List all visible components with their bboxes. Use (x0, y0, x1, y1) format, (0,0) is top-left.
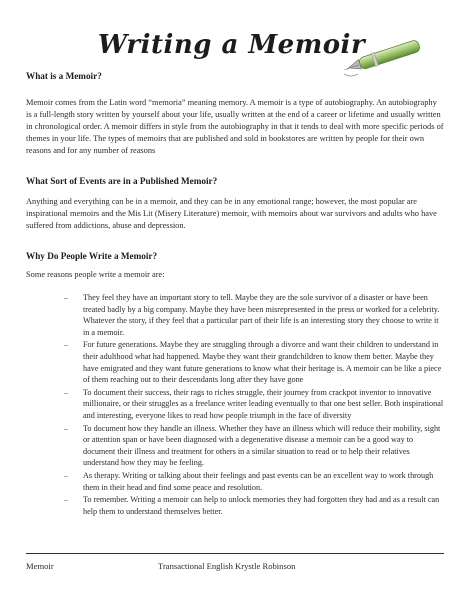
bullet-icon: – (64, 387, 68, 397)
section-text-why: Some reasons people write a memoir are: (26, 270, 165, 279)
list-item (26, 387, 446, 422)
reason-text: For future generations. Maybe they are struggling through a divorce and want their children to understand in their adulthood what had happened. Maybe they want their grandchildren to know them better. Maybe they have emigrated and they want future generations to know what their heritage is. A memoir can be like a piece of them reaching out to their descendants long after they have gone (83, 340, 442, 385)
section-text-events: Anything and everything can be in a memoir, and they can be in any emotional range; however, the most popular are inspirational memoirs and the Mis Lit (Misery Literature) memoir, with memoirs about war survivors and adults who have suffered from addictions, abuse and depression. (26, 197, 437, 230)
section-heading-why: Why Do People Write a Memoir? (26, 251, 158, 261)
page-title: Writing a Memoir (97, 30, 366, 60)
bullet-icon: – (64, 293, 68, 302)
section-heading-events: What Sort of Events are in a Published Memoir? (26, 176, 218, 186)
footer-label: Memoir (26, 561, 54, 571)
reasons-list (26, 292, 446, 518)
bullet-icon: – (64, 470, 68, 480)
section-heading-what-is: What is a Memoir? (26, 71, 102, 81)
bullet-icon: – (64, 340, 68, 350)
footer-credit: Transactional English Krystle Robinson (158, 561, 296, 571)
fountain-pen-icon (340, 30, 432, 90)
list-item (26, 292, 446, 338)
list-item (26, 423, 446, 469)
list-item (26, 339, 446, 385)
section-text-what-is: Memoir comes from the Latin word “memoria” meaning memory. A memoir is a type of autobiography. An autobiography is a full-length story written by yourself about your life, usually written at the end of a career or lifetime and usually written in chronological order. A memoir differs in style from the autobiography in that it tends to deal with more specific periods of themes in your life. The types of memoirs that are published and sold in bookstores are written by people for their own reasons and for any number of reasons (26, 98, 444, 155)
reason-text: To document their success, their rags to riches struggle, their journey from crackpot inventor to innovative millionaire, or their struggles as a freelance writer leading eventually to that one best seller. Both inspirational and interesting, everyone likes to read how people triumph in the face of diversity (83, 387, 444, 420)
reason-text: To remember. Writing a memoir can help to unlock memories they had forgotten they had and as a result can help them to understand themselves better. (83, 495, 440, 516)
reason-text: They feel they have an important story to tell. Maybe they are the sole survivor of a disaster or have been treated badly by a big company. Maybe they have been misrepresented in the press or worked for a celebrity. Whatever the story, if they feel that a particular part of their life is an interesting story they choose to write it in a memoir. (83, 293, 440, 337)
reason-text: To document how they handle an illness. Whether they have an illness which will reduce their mobility, sight or attention span or have been diagnosed with a degenerative disease a memoir can be a good way to document their illness and treatment for others in a similar situation to read or to help their relatives understand how they may be feeling. (83, 423, 441, 468)
bullet-icon: – (64, 423, 68, 433)
bullet-icon: – (64, 495, 68, 505)
reason-text: As therapy. Writing or talking about their feelings and past events can be an excellent way to work through them in their head and find some peace and resolution. (83, 470, 434, 492)
footer-divider (26, 553, 444, 554)
list-item (26, 494, 446, 517)
list-item (26, 470, 446, 493)
